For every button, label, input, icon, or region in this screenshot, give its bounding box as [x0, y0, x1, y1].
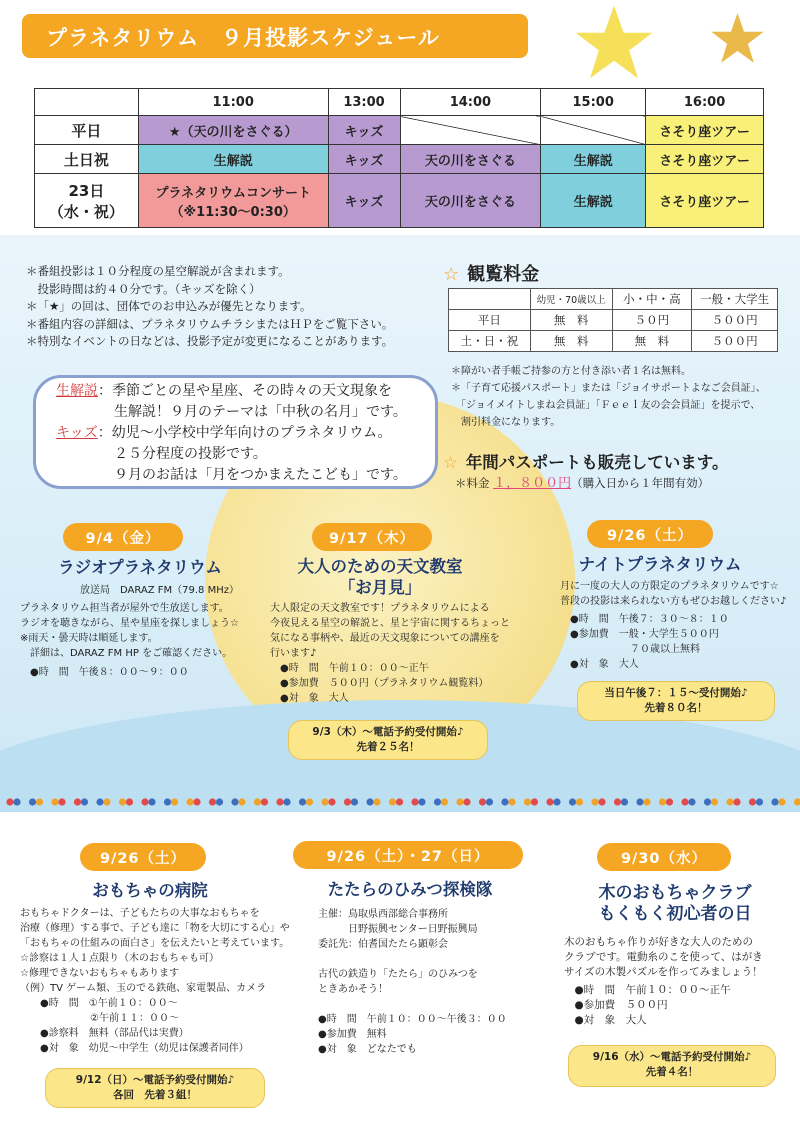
program-cell: キッズ — [328, 116, 400, 145]
definition-key: 生解説 — [56, 383, 98, 399]
event-body-line — [318, 952, 558, 967]
fee-header — [449, 289, 531, 310]
event-date: 9/17（木） — [312, 523, 432, 551]
fee-header: 一般・大学生 — [692, 289, 778, 310]
berry-dot — [643, 798, 650, 805]
note-line: ＊番組投影は１０分程度の星空解説が含まれます。 — [26, 264, 290, 278]
event-body-line: 普段の投影は来られない方もぜひお越しください♪ — [560, 596, 787, 607]
berry-dot — [13, 798, 20, 805]
berry-dot — [531, 798, 538, 805]
program-cell: キッズ — [328, 174, 400, 228]
berry-dot — [463, 798, 470, 805]
berry-dot — [209, 798, 216, 805]
star-icon — [710, 12, 765, 64]
berry-dot — [321, 798, 328, 805]
pass-price — [455, 472, 709, 491]
event-title: ナイトプラネタリウム — [578, 555, 742, 574]
fee-heading — [443, 260, 539, 286]
program-cell: キッズ — [328, 145, 400, 174]
fee-cell: 無 料 — [530, 331, 612, 352]
berry-dot — [411, 798, 418, 805]
pass-heading — [443, 449, 728, 473]
program-line: プラネタリウムコンサート — [155, 185, 311, 201]
berry-dot — [58, 798, 65, 805]
program-cell: さそり座ツアー — [646, 174, 764, 228]
event-title-line: もくもく初心者の日 — [598, 904, 752, 924]
berry-dot — [29, 798, 36, 805]
berry-dot — [366, 798, 373, 805]
event-body-line: ●時 間 午前１０：００～正午 — [270, 663, 429, 674]
time-header: 11:00 — [138, 89, 328, 116]
event-title — [262, 556, 498, 598]
event-body-line: ●対 象 大人 — [270, 693, 349, 704]
event-body-line: 木のおもちゃ作りが好きな大人のための — [564, 936, 753, 948]
definition-text: ：幼児～小学校中学年向けのプラネタリウム。 — [97, 425, 392, 441]
event-title-line: 木のおもちゃクラブ — [598, 883, 752, 903]
berry-dot — [486, 798, 493, 805]
berry-dot — [373, 798, 380, 805]
program-line: （※11:30～0:30） — [170, 204, 296, 220]
berry-dot — [576, 798, 583, 805]
berry-dot — [36, 798, 43, 805]
row-label-holiday — [35, 174, 139, 228]
row-label-line: （水・祝） — [48, 202, 124, 221]
event-body-line: ●参加費 一般・大学生５００円 — [560, 629, 719, 640]
event-body-line: ７０歳以上無料 — [560, 644, 700, 655]
berry-dot — [681, 798, 688, 805]
program-cell — [138, 174, 328, 228]
fee-cell: ５０円 — [612, 310, 692, 331]
event-body-line: 委託先：伯耆国たたら顕彰会 — [318, 939, 448, 950]
event-subtitle: 放送局 DARAZ FM（79.8 MHz） — [80, 585, 239, 596]
event-title: ラジオプラネタリウム — [58, 558, 222, 577]
berry-dot — [666, 798, 673, 805]
berry-dot — [621, 798, 628, 805]
event-body-line: 月に一度の大人の方限定のプラネタリウムです☆ — [560, 581, 779, 592]
fee-note-line: 「ジョイメイトしまね会員証」「Ｆｅｅｌ友の会会員証」を提示で、 — [451, 400, 761, 411]
event-body — [564, 935, 794, 1028]
berry-dot — [231, 798, 238, 805]
event-body-line: サイズの木製パズルを作ってみましょう！ — [564, 966, 763, 978]
definition-text: ９月のお話は「月をつかまえたこども」です。 — [114, 467, 407, 483]
berry-dot — [164, 798, 171, 805]
berry-dot — [96, 798, 103, 805]
reservation-notice — [568, 1045, 776, 1087]
berry-dot — [119, 798, 126, 805]
pass-price-amount: １，８００円 — [493, 476, 572, 491]
event-body-line: ●時 間 午前１０：００～正午 — [564, 984, 731, 996]
event-body-line: ※雨天・曇天時は順延します。 — [20, 633, 158, 644]
fee-cell: ５００円 — [692, 310, 778, 331]
berry-dot — [501, 798, 508, 805]
berry-dot — [704, 798, 711, 805]
event-body-line: ●診察料 無料（部品代は実費） — [20, 1028, 189, 1039]
definition-text: ：季節ごとの星や星座、その時々の天文現象を — [98, 383, 392, 399]
event-body-line: 詳細は、DARAZ FM HP をご確認ください。 — [20, 648, 233, 659]
row-label-weekend: 土日祝 — [35, 145, 139, 174]
berry-dot — [276, 798, 283, 805]
berry-dot — [598, 798, 605, 805]
event-body-line: ●参加費 無料 — [318, 1029, 387, 1040]
event-body — [20, 601, 270, 680]
berry-dot — [193, 798, 200, 805]
event-body-line: ●対 象 大人 — [564, 1014, 647, 1026]
program-cell: 生解説 — [541, 174, 646, 228]
fee-table — [448, 288, 778, 352]
star-icon: ☆ — [443, 453, 458, 472]
time-header: 16:00 — [646, 89, 764, 116]
definition-text: 生解説！９月のテーマは「中秋の名月」です。 — [114, 404, 407, 420]
berry-dot — [418, 798, 425, 805]
berry-dot — [74, 798, 81, 805]
fee-cell: 土・日・祝 — [449, 331, 531, 352]
event-body — [318, 907, 558, 1057]
event-date: 9/26（土） — [80, 843, 206, 871]
event-body-line: ●時 間 午後８：００～９：００ — [20, 667, 189, 678]
berry-dot — [659, 798, 666, 805]
program-cell: 天の川をさぐる — [400, 174, 541, 228]
row-label-weekday: 平日 — [35, 116, 139, 145]
star-icon — [574, 4, 654, 80]
fee-header: 小・中・高 — [612, 289, 692, 310]
program-cell: 生解説 — [138, 145, 328, 174]
berry-dot — [126, 798, 133, 805]
event-body-line: ☆修理できないおもちゃもあります — [20, 968, 179, 979]
berry-dot — [569, 798, 576, 805]
event-body-line: ●対 象 幼児～中学生（幼児は保護者同伴） — [20, 1043, 249, 1054]
header-empty — [35, 89, 139, 116]
reservation-notice — [577, 681, 775, 721]
fee-cell: 平日 — [449, 310, 531, 331]
schedule-table — [34, 88, 764, 228]
program-cell: さそり座ツアー — [646, 116, 764, 145]
berry-dot — [591, 798, 598, 805]
berry-dot — [148, 798, 155, 805]
note-line: ＊特別なイベントの日などは、投影予定が変更になることがあります。 — [26, 334, 394, 348]
fee-cell: 無 料 — [612, 331, 692, 352]
berry-dot — [396, 798, 403, 805]
time-header: 14:00 — [400, 89, 541, 116]
berry-dot — [299, 798, 306, 805]
time-header: 13:00 — [328, 89, 400, 116]
berry-dot — [771, 798, 778, 805]
event-title-line: 大人のための天文教室 — [297, 557, 463, 576]
event-body-line: 気になる事柄や、最近の天文現象についての講座を — [270, 633, 500, 644]
definition-text: ２５分程度の投影です。 — [114, 446, 267, 462]
event-body-line — [318, 997, 558, 1012]
event-body-line: 「おもちゃの仕組みの面白さ」を伝えたいと考えています。 — [20, 938, 290, 949]
event-date: 9/26（土）・27（日） — [293, 841, 523, 869]
event-body-line: （例）TV ゲーム類、玉のでる鉄砲、家電製品、カメラ — [20, 983, 267, 994]
berry-dot — [434, 798, 441, 805]
fee-note-line: 割引料金になります。 — [451, 417, 561, 428]
reservation-line: 9/16（水）～電話予約受付開始♪ — [592, 1051, 752, 1063]
event-body-line: クラブです。電動糸のこを使って、はがき — [564, 951, 763, 963]
berry-dot — [749, 798, 756, 805]
berry-dot — [456, 798, 463, 805]
berry-dot — [51, 798, 58, 805]
fee-cell: ５００円 — [692, 331, 778, 352]
fee-heading-text: 観覧料金 — [467, 264, 540, 285]
event-date: 9/30（水） — [597, 843, 731, 871]
event-body-line: ●参加費 ５００円 — [564, 999, 668, 1011]
berry-dot — [351, 798, 358, 805]
pass-heading-text: 年間パスポートも販売しています。 — [465, 453, 729, 472]
berry-dot — [389, 798, 396, 805]
berry-dot — [306, 798, 313, 805]
fee-notes — [451, 363, 796, 431]
berry-dot — [186, 798, 193, 805]
berry-dot — [553, 798, 560, 805]
reservation-notice — [288, 720, 488, 760]
event-body-line: ●参加費 ５００円（プラネタリウム観覧料） — [270, 678, 489, 689]
event-body-line: ②午前１１：００～ — [20, 1013, 179, 1024]
definition-key: キッズ — [56, 425, 98, 441]
event-body-line: プラネタリウム担当者が屋外で生放送します。 — [20, 603, 229, 614]
berry-dot — [254, 798, 261, 805]
pass-price-note: （購入日から１年間有効） — [571, 476, 710, 490]
reservation-line: 9/3（木）～電話予約受付開始♪ — [312, 726, 464, 738]
fee-header: 幼児・70歳以上 — [530, 289, 612, 310]
event-body-line: ときあかそう！ — [318, 984, 388, 995]
berry-dot — [6, 798, 13, 805]
row-label-line: 23日 — [68, 181, 105, 200]
schedule-notes — [26, 263, 446, 351]
berry-dot — [216, 798, 223, 805]
event-body-line: 治療（修理）する事で、子ども達に「物を大切にする心」や — [20, 923, 290, 934]
berry-dot — [141, 798, 148, 805]
berry-dot — [283, 798, 290, 805]
time-header: 15:00 — [541, 89, 646, 116]
event-body-line: 主催：鳥取県西部総合事務所 — [318, 909, 448, 920]
berry-dot — [261, 798, 268, 805]
event-body-line: ●対 象 どなたでも — [318, 1044, 417, 1055]
berry-dot — [726, 798, 733, 805]
fee-note-line: ＊「子育て応援パスポート」または「ジョイサポートよなご会員証」、 — [451, 383, 766, 394]
program-cell: ★（天の川をさぐる） — [138, 116, 328, 145]
program-cell: さそり座ツアー — [646, 145, 764, 174]
event-body-line: 日野振興センター日野振興局 — [318, 924, 478, 935]
event-body-line: ●時 間 ①午前１０：００～ — [20, 998, 178, 1009]
no-show-cell — [541, 116, 646, 145]
event-body-line: ●時 間 午後７：３０～８：１０ — [560, 614, 729, 625]
berry-dot — [636, 798, 643, 805]
reservation-notice — [45, 1068, 265, 1108]
program-definitions — [33, 375, 438, 489]
berry-dot — [756, 798, 763, 805]
berry-dot — [711, 798, 718, 805]
berry-dot — [81, 798, 88, 805]
event-body-line: 今夜見える星空の解説と、星と宇宙に関するちょっと — [270, 618, 510, 629]
event-title — [560, 883, 790, 925]
event-body — [270, 601, 540, 706]
berry-dot — [328, 798, 335, 805]
berry-border-decoration — [0, 790, 800, 810]
berry-dot — [546, 798, 553, 805]
note-line: ＊「★」の回は、団体でのお申込みが優先となります。 — [26, 299, 312, 313]
event-body-line: 行います♪ — [270, 648, 317, 659]
berry-dot — [794, 798, 800, 805]
event-body — [20, 906, 310, 1056]
event-body-line: ☆診察は１人１点限り（木のおもちゃも可） — [20, 953, 219, 964]
reservation-line: 先着８０名！ — [644, 702, 708, 714]
page-title: プラネタリウム ９月投影スケジュール — [22, 14, 528, 58]
event-title: おもちゃの病院 — [92, 881, 208, 900]
program-cell: 天の川をさぐる — [400, 145, 541, 174]
event-body-line: ●時 間 午前１０：００～午後３：００ — [318, 1014, 507, 1025]
reservation-line: 各回 先着３組！ — [113, 1089, 197, 1101]
event-date: 9/4（金） — [63, 523, 183, 551]
berry-dot — [688, 798, 695, 805]
reservation-line: 先着２５名！ — [356, 741, 420, 753]
pass-price-label: ＊料金 — [455, 476, 490, 490]
event-title-line: 「お月見」 — [338, 578, 422, 597]
reservation-line: 先着４名！ — [645, 1066, 699, 1078]
berry-dot — [778, 798, 785, 805]
berry-dot — [524, 798, 531, 805]
berry-dot — [344, 798, 351, 805]
event-body-line: 古代の鉄造り「たたら」のひみつを — [318, 969, 478, 980]
event-body-line: ラジオを聴きながら、星や星座を探しましょう☆ — [20, 618, 239, 629]
event-body-line: ●対 象 大人 — [560, 659, 639, 670]
program-cell: 生解説 — [541, 145, 646, 174]
berry-dot — [441, 798, 448, 805]
berry-dot — [733, 798, 740, 805]
berry-dot — [103, 798, 110, 805]
reservation-line: 当日午後７：１５～受付開始♪ — [604, 687, 748, 699]
fee-note-line: ＊障がい者手帳ご持参の方と付き添い者１名は無料。 — [451, 366, 691, 377]
berry-dot — [479, 798, 486, 805]
reservation-line: 9/12（日）～電話予約受付開始♪ — [75, 1074, 235, 1086]
fee-cell: 無 料 — [530, 310, 612, 331]
berry-dot — [171, 798, 178, 805]
star-icon: ☆ — [443, 264, 460, 285]
note-line: ＊番組内容の詳細は、プラネタリウムチラシまたはＨＰをご覧下さい。 — [26, 316, 394, 331]
event-title: たたらのひみつ探検隊 — [327, 880, 493, 899]
event-date: 9/26（土） — [587, 520, 713, 548]
berry-dot — [238, 798, 245, 805]
no-show-cell — [400, 116, 541, 145]
event-body — [560, 579, 800, 672]
event-body-line: 大人限定の天文教室です！プラネタリウムによる — [270, 603, 490, 614]
berry-dot — [508, 798, 515, 805]
event-body-line: おもちゃドクターは、子どもたちの大事なおもちゃを — [20, 908, 260, 919]
note-line: 投影時間は約４０分です。（キッズを除く） — [26, 281, 261, 296]
berry-dot — [614, 798, 621, 805]
